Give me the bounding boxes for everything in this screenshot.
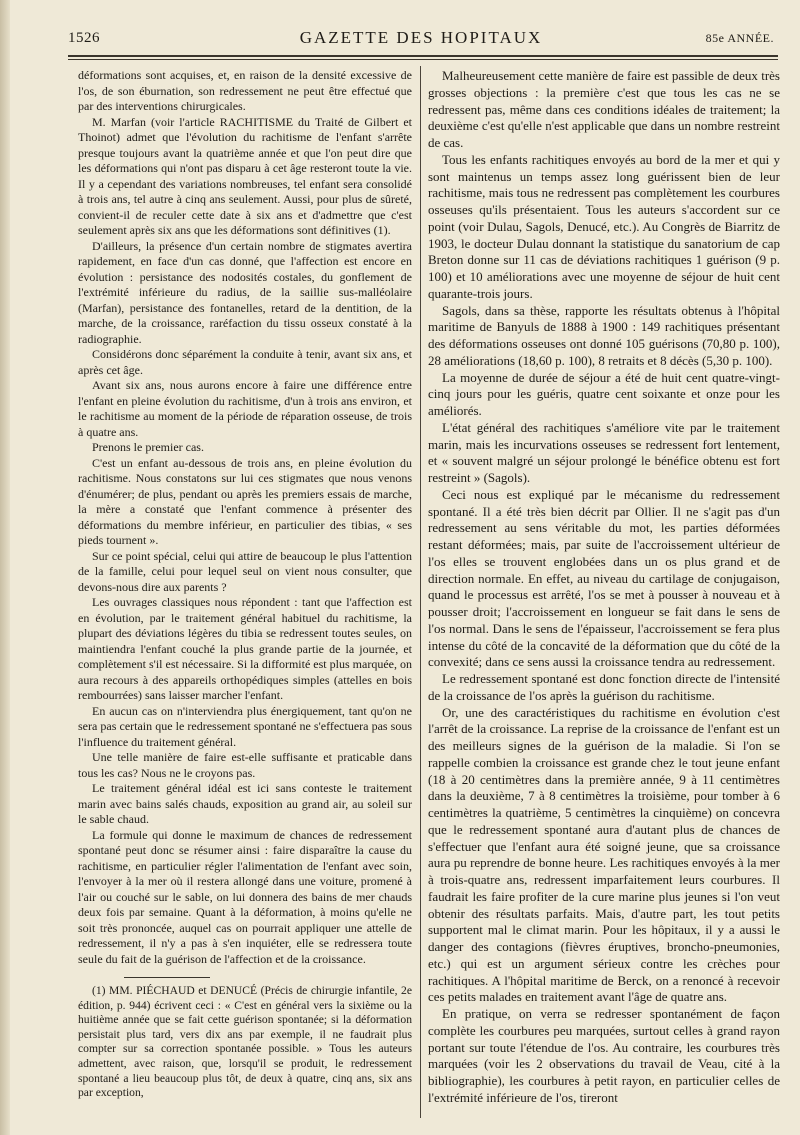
- page-number: 1526: [68, 30, 100, 46]
- paragraph: La formule qui donne le maximum de chances de redressement spontané peut donc se résumer ainsi : faire disparaître la cause du rachitisme, en particulier régler l'alimentation de l'enfant avec soin, l'envoyer à la mer où il restera allongé dans une voiture, promené à l'air ou couché sur le sable, on lui donnera des bains de mer chauds deux fois par semaine. Quant à la déformation, à moins qu'elle ne soit très prononcée, auquel cas on pourrait appliquer une attelle de redressement, il n'y a pas à s'en inquiéter, elle se redressera toute seule du fait de la guérison de l'affection et de la croissance.: [78, 827, 412, 966]
- paragraph: L'état général des rachitiques s'améliore vite par le traitement marin, mais les incurvations osseuses se redressent fort lentement, et « souvent malgré un séjour prolongé le bénéfice obtenu est fort restreint » (Sagols).: [428, 419, 780, 485]
- paragraph: La moyenne de durée de séjour a été de huit cent quatre-vingt-cinq jours pour les guéris, quatre cent soixante et onze pour les améliorés.: [428, 369, 780, 418]
- header-rule-thin: [68, 59, 778, 60]
- page-header: [62, 28, 780, 50]
- paragraph: Prenons le premier cas.: [92, 440, 204, 454]
- paragraph: Le traitement général idéal est ici sans conteste le traitement marin avec bains salés chauds, exposition au grand air, au soleil sur le sable chaud.: [78, 781, 412, 826]
- paragraph: Ceci nous est expliqué par le mécanisme du redressement spontané. Il a été très bien décrit par Ollier. Il ne s'agit pas d'un redressement au sens véritable du mot, les parties déformées restant déformées; mais, par suite de l'accroissement ultérieur de l'os elles se trouvent englobées dans un os plus grand et de direction normale. En effet, au niveau du cartilage de conjugaison, quand le processus est arrêté, l'os se met à pousser à nouveau et à pousser droit; l'accroissement en longueur se fait dans le sens de l'os normal. Dans le sens de l'épaisseur, l'accroissement se fera plus intense du côté de la concavité de la déformation que du côté de la convexité; dans ce sens aussi la croissance tendra au redressement.: [428, 486, 780, 670]
- paragraph: En pratique, on verra se redresser spontanément de façon complète les courbures peu marquées, surtout celles à grand rayon portant sur toute l'étendue de l'os. Au contraire, les courbures très marquées (voir les 2 observations du travail de Veau, cité à la bibliographie), les courbures à petit rayon, en particulier celles de l'extrémité inférieure de l'os, tireront: [428, 1006, 780, 1105]
- paragraph: Considérons donc séparément la conduite à tenir, avant six ans, et après cet âge.: [78, 347, 412, 377]
- header-rule-thick: [68, 55, 778, 57]
- paragraph: M. Marfan (voir l'article RACHITISME du Traité de Gilbert et Thoinot) admet que l'évolution du rachitisme de l'enfant s'arrête presque toujours avant la quatrième année et que l'on peut dire que les déformations qui n'ont pas disparu à cet âge resteront toute la vie. Il y a cependant des variations nombreuses, tel enfant sera consolidé à trois ans, tel autre à cinq ans seulement. Aussi, pour plus de sûreté, convient-il de reculer cette date à six ans et d'admettre que c'est seulement après six ans que les déformations sont définitives (1).: [78, 114, 412, 237]
- footnote-rule: [124, 977, 210, 978]
- year-label: 85e ANNÉE.: [705, 31, 774, 45]
- column-divider: [420, 66, 421, 1118]
- page-binding-edge: [0, 0, 10, 1135]
- paragraph: Les ouvrages classiques nous répondent : tant que l'affection est en évolution, par le traitement général habituel du rachitisme, la plupart des déviations légères du tibia se redressent toutes seules, on maintiendra l'enfant couché la plus grande partie de la journée, et complètement s'il est nécessaire. Si la difformité est plus marquée, on aura recours à des appareils orthopédiques simples (attelles en bois rembourrées) sans laisser marcher l'enfant.: [78, 595, 412, 702]
- paragraph: Tous les enfants rachitiques envoyés au bord de la mer et qui y sont maintenus un temps assez long guérissent bien de leur rachitisme, mais tous ne redressent pas complètement les courbures osseuses qu'ils présentaient. Tous les auteurs s'accordent sur ce point (voir Dulau, Sagols, Denucé, etc.). Au Congrès de Biarritz de 1903, le docteur Dulau donnant la statistique du sanatorium de cap Breton donne sur 11 cas de déviations rachitiques 1 guérison (9 p. 100) et 10 améliorations avec une moyenne de séjour de huit cent quarante-trois jours.: [428, 151, 780, 301]
- paragraph: Avant six ans, nous aurons encore à faire une différence entre l'enfant en pleine évolution du rachitisme, d'un à trois ans environ, et le rachitisme au moment de la période de réparation osseuse, de trois à quatre ans.: [78, 378, 412, 439]
- paragraph: En aucun cas on n'interviendra plus énergiquement, tant qu'on ne sera pas certain que le redressement spontané ne s'effectuera pas sous l'influence du traitement général.: [78, 703, 412, 749]
- left-column: [78, 68, 412, 1101]
- paragraph: D'ailleurs, la présence d'un certain nombre de stigmates avertira rapidement, en face d'un cas donné, que l'affection est encore en évolution : persistance des nodosités costales, du gonflement de l'extrémité inférieure du radius, de la saillie sus-malléolaire (Marfan), persistance des fontanelles, retard de la dentition, de la marche, de la croissance, raréfaction du tissu osseux constaté à la radiographie.: [78, 238, 412, 346]
- paragraph: déformations sont acquises, et, en raison de la densité excessive de l'os, de son éburnation, son redressement ne peut être effectué que par des interventions chirurgicales.: [78, 68, 412, 113]
- paragraph: Sagols, dans sa thèse, rapporte les résultats obtenus à l'hôpital maritime de Banyuls de 1888 à 1900 : 149 rachitiques présentant des déformations osseuses ont donné 105 guérisons (70,80 p. 100), 28 améliorations (18,60 p. 100), 8 retraits et 8 décès (5,30 p. 100).: [428, 302, 780, 368]
- paragraph: Malheureusement cette manière de faire est passible de deux très grosses objections : la première c'est que tous les cas ne se redressent pas, même dans ces conditions idéales de traitement; la deuxième c'est qu'elle n'est applicable que dans un nombre restreint de cas.: [428, 68, 780, 150]
- journal-title: GAZETTE DES HOPITAUX: [299, 28, 543, 47]
- footnote: (1) MM. PIÉCHAUD et DENUCÉ (Précis de chirurgie infantile, 2e édition, p. 944) écrivent ceci : « C'est en général vers la sixième ou la huitième année que se fait cette guérison spontanée; si la déformation persistait plus tard, vers dix ans par exemple, il ne faudrait plus compter sur sa correction spontanée possible. » Tous les auteurs admettent, avec raison, que, lorsqu'il se produit, le redressement spontané a lieu beaucoup plus tôt, de deux à quatre, cinq ans, six ans par exception,: [78, 984, 412, 1100]
- paragraph: C'est un enfant au-dessous de trois ans, en pleine évolution du rachitisme. Nous constatons sur lui ces stigmates que nous venons d'énumérer; de plus, pendant ou après les premiers essais de marche, la mère a constaté que l'enfant commence à présenter des déformations du membre inférieur, en particulier des tibias, « ses pieds tournent ».: [78, 455, 412, 547]
- paragraph: Or, une des caractéristiques du rachitisme en évolution c'est l'arrêt de la croissance. La reprise de la croissance de l'enfant est un des meilleurs signes de la guérison de la maladie. Si l'on se rappelle combien la croissance est grande chez le tout jeune enfant (18 à 20 centimètres dans la première année, 9 à 11 centimètres dans la deuxième, 7 à 8 centimètres la troisième, pour tomber à 6 centimètres la quatrième, 5 centimètres la cinquième) on concevra que le redressement spontané aura d'autant plus de chances de s'effectuer que l'enfant aura été soigné jeune, que sa croissance aura pu reprendre de bonne heure. Les rachitiques envoyés à la mer à trois-quatre ans, redressent imparfaitement leurs courbures. Il faudrait les faire profiter de la cure marine plus jeunes si l'on veut obtenir des résultats parfaits. Mais, d'autre part, les tout petits supportent mal le climat marin. Pour les hôpitaux, il y a aussi le danger des contagions (fièvres éruptives, broncho-pneumonies, etc.) qui est un argument sérieux contre les crèches pour rachitiques. A l'hôpital maritime de Berck, on a renoncé à recevoir ces petits malades en traitement avant l'âge de quatre ans.: [428, 704, 780, 1005]
- paragraph: Le redressement spontané est donc fonction directe de l'intensité de la croissance de l'os après la guérison du rachitisme.: [428, 671, 780, 703]
- paragraph: Sur ce point spécial, celui qui attire de beaucoup le plus l'attention de la famille, celui pour lequel seul on vient nous consulter, que devons-nous dire aux parents ?: [78, 548, 412, 594]
- paragraph: Une telle manière de faire est-elle suffisante et praticable dans tous les cas? Nous ne le croyons pas.: [78, 750, 412, 780]
- right-column: [428, 68, 780, 1107]
